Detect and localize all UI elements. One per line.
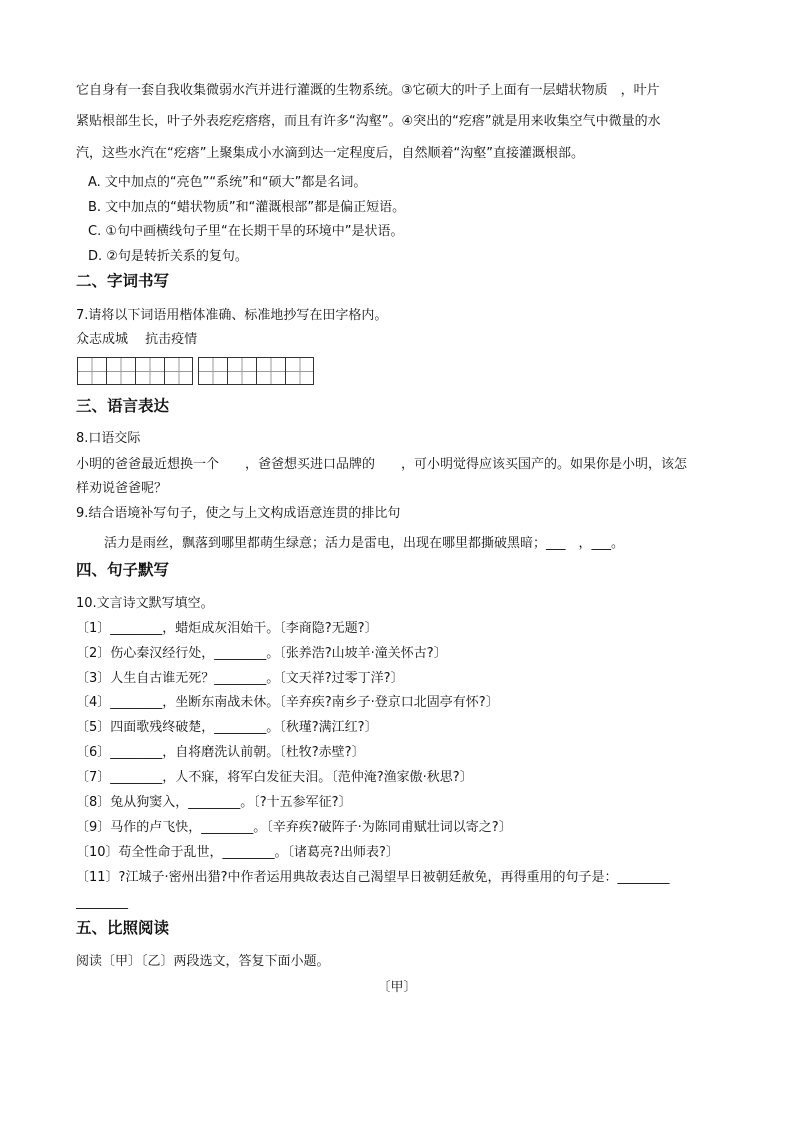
grid-cell[interactable] bbox=[256, 357, 285, 385]
question-8-line-2: 样劝说爸爸呢？ bbox=[76, 481, 168, 496]
passage-line-2: 紧贴根部生长，叶子外表疙疙瘩瘩，而且有许多“沟壑”。④突出的“疙瘩”就是用来收集空气中微量的水 bbox=[76, 114, 661, 129]
passage-line-3: 汽，这些水汽在“疙瘩”上聚集成小水滴到达一定程度后，自然顺着“沟壑”直接灌溉根部。 bbox=[76, 146, 584, 161]
recitation-item: 〔3〕人生自古谁无死？________。〔文天祥?过零丁洋?〕 bbox=[76, 671, 404, 686]
recitation-item: 〔2〕伤心秦汉经行处，________。〔张养浩?山坡羊·潼关怀古?〕 bbox=[76, 646, 447, 661]
grid-cell[interactable] bbox=[227, 357, 256, 385]
option-d: D. ②句是转折关系的复句。 bbox=[88, 249, 248, 264]
section-heading-4: 四、句子默写 bbox=[76, 561, 170, 579]
question-9-body: 活力是雨丝，飘落到哪里都萌生绿意；活力是雷电，出现在哪里都撕破黑暗；___ ，___。 bbox=[104, 536, 625, 551]
recitation-item: 〔4〕________，坐断东南战未休。〔辛弃疾?南乡子·登京口北固亭有怀?〕 bbox=[76, 695, 499, 710]
section-heading-3: 三、语言表达 bbox=[76, 397, 170, 415]
option-c: C. ①句中画横线句子里“在长期干旱的环境中”是状语。 bbox=[88, 224, 404, 239]
recitation-item: 〔9〕马作的卢飞快，________。〔辛弃疾?破阵子·为陈同甫赋壮词以寄之?〕 bbox=[76, 820, 512, 835]
grid-cell[interactable] bbox=[77, 357, 106, 385]
tianzi-grid[interactable] bbox=[77, 357, 314, 385]
passage-jia-label: 〔甲〕 bbox=[377, 980, 417, 995]
reading-intro: 阅读〔甲〕〔乙〕两段选文，答复下面小题。 bbox=[76, 954, 330, 969]
grid-cell[interactable] bbox=[285, 357, 314, 385]
question-8-line-1: 小明的爸爸最近想换一个 ，爸爸想买进口品牌的 ，可小明觉得应该买国产的。如果你是小明，该怎 bbox=[76, 457, 688, 472]
recitation-item: 〔7〕________，人不寐，将军白发征夫泪。〔范仲淹?渔家傲·秋思?〕 bbox=[76, 770, 473, 785]
recitation-item: 〔10〕苟全性命于乱世，________。〔诸葛亮?出师表?〕 bbox=[76, 845, 399, 860]
recitation-item: 〔1〕________，蜡炬成灰泪始干。〔李商隐?无题?〕 bbox=[76, 621, 378, 636]
grid-cell[interactable] bbox=[106, 357, 135, 385]
recitation-item-continuation: ________ bbox=[76, 895, 128, 910]
section-heading-2: 二、字词书写 bbox=[76, 272, 170, 290]
recitation-item: 〔11〕?江城子·密州出猎?中作者运用典故表达自己渴望早日被朝廷赦免，再得重用的句子是：________ bbox=[76, 870, 670, 885]
question-7: 7.请将以下词语用楷体准确、标准地抄写在田字格内。 bbox=[76, 308, 388, 323]
question-8-title: 8.口语交际 bbox=[76, 431, 141, 446]
question-10-title: 10.文言诗文默写填空。 bbox=[76, 596, 214, 611]
option-a: A. 文中加点的“亮色”“系统”和“硕大”都是名词。 bbox=[88, 175, 367, 190]
question-9-title: 9.结合语境补写句子，使之与上文构成语意连贯的排比句 bbox=[76, 506, 401, 521]
words-to-copy: 众志成城 抗击疫情 bbox=[76, 332, 198, 347]
recitation-item: 〔8〕兔从狗窦入，________。〔?十五参军征?〕 bbox=[76, 795, 352, 810]
recitation-item: 〔6〕________，自将磨洗认前朝。〔杜牧?赤壁?〕 bbox=[76, 745, 365, 760]
grid-cell[interactable] bbox=[135, 357, 164, 385]
option-b: B. 文中加点的“蜡状物质”和“灌溉根部”都是偏正短语。 bbox=[88, 200, 406, 215]
recitation-item: 〔5〕四面歌残终破楚，________。〔秋瑾?满江红?〕 bbox=[76, 720, 378, 735]
grid-cell[interactable] bbox=[198, 357, 227, 385]
passage-line-1: 它自身有一套自我收集微弱水汽并进行灌溉的生物系统。③它硕大的叶子上面有一层蜡状物质 ，叶片 bbox=[76, 83, 660, 98]
section-heading-5: 五、比照阅读 bbox=[76, 919, 170, 937]
grid-cell[interactable] bbox=[164, 357, 193, 385]
